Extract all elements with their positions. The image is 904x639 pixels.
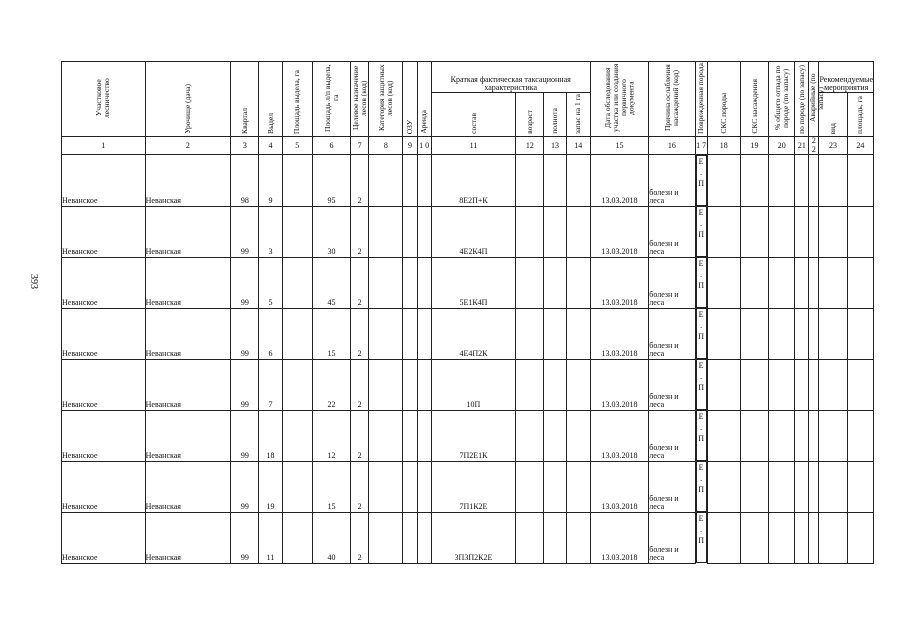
empty-cell (819, 155, 847, 207)
column-number: 1 7 (695, 137, 707, 155)
empty-cell (369, 257, 403, 308)
header-measure-area: площадь, га (855, 95, 865, 134)
header-age: возраст (524, 110, 534, 134)
empty-cell (769, 155, 795, 207)
empty-cell (707, 257, 740, 308)
table-row (62, 257, 874, 308)
purpose-code-cell: 2 (351, 512, 369, 563)
empty-cell (369, 308, 403, 359)
empty-cell (707, 461, 740, 512)
empty-cell (566, 308, 590, 359)
header-row (62, 62, 874, 93)
vydel-cell: 3 (259, 206, 282, 257)
composition-cell: 8Е2П+К (431, 155, 516, 207)
empty-cell (417, 206, 431, 257)
empty-cell (740, 512, 768, 563)
empty-cell (282, 155, 312, 207)
empty-cell (707, 206, 740, 257)
table-row (62, 359, 874, 410)
empty-cell (809, 359, 819, 410)
header-composition: состав (468, 113, 478, 134)
header-density: полнота (550, 108, 560, 134)
composition-cell: 7П1К2Е (431, 461, 516, 512)
date-cell: 13.03.2018 (590, 206, 648, 257)
cause-cell: болезн и леса (649, 512, 695, 563)
empty-cell (369, 410, 403, 461)
kvartal-cell: 99 (231, 308, 259, 359)
empty-cell (819, 206, 847, 257)
purpose-code-cell: 2 (351, 461, 369, 512)
empty-cell (707, 512, 740, 563)
date-cell: 13.03.2018 (590, 512, 648, 563)
dacha-cell: Неванская (145, 308, 231, 359)
empty-cell (769, 410, 795, 461)
purpose-code-cell: 2 (351, 359, 369, 410)
column-number: 2 (145, 137, 231, 155)
empty-cell (417, 410, 431, 461)
kvartal-cell: 99 (231, 512, 259, 563)
district-cell: Неванское (62, 461, 146, 512)
empty-cell (769, 206, 795, 257)
empty-cell (740, 461, 768, 512)
empty-cell (544, 308, 566, 359)
empty-cell (795, 257, 809, 308)
district-cell: Неванское (62, 155, 146, 207)
empty-cell (795, 308, 809, 359)
table-row (62, 155, 874, 207)
empty-cell (847, 461, 873, 512)
empty-cell (566, 512, 590, 563)
empty-cell (795, 410, 809, 461)
date-cell: 13.03.2018 (590, 308, 648, 359)
empty-cell (516, 461, 544, 512)
empty-cell (566, 155, 590, 207)
header-dacha: Урочище (дача) (182, 84, 192, 134)
empty-cell (707, 155, 740, 207)
header-area-lp: Площадь л/п выдела, га (322, 64, 340, 132)
column-number: 15 (590, 137, 648, 155)
empty-cell (847, 512, 873, 563)
header-by-species: по породе (по запасу) (796, 65, 806, 134)
empty-cell (417, 308, 431, 359)
species-cell: Е . П (696, 257, 707, 308)
dacha-cell: Неванская (145, 155, 231, 207)
empty-cell (566, 410, 590, 461)
column-number: 18 (707, 137, 740, 155)
empty-cell (769, 308, 795, 359)
dacha-cell: Неванская (145, 461, 231, 512)
column-number: 2 2 (809, 137, 819, 155)
empty-cell (282, 512, 312, 563)
area-cell: 15 (312, 461, 350, 512)
table-row (62, 410, 874, 461)
column-number: 16 (649, 137, 695, 155)
empty-cell (795, 155, 809, 207)
empty-cell (417, 512, 431, 563)
empty-cell (707, 410, 740, 461)
column-number: 20 (769, 137, 795, 155)
composition-cell: 3П3П2К2Е (431, 512, 516, 563)
area-cell: 95 (312, 155, 350, 207)
forest-register-table (61, 61, 874, 564)
header-area: Площадь выдела, га (292, 69, 302, 134)
empty-cell (847, 359, 873, 410)
empty-cell (769, 512, 795, 563)
empty-cell (847, 206, 873, 257)
header-emergency: Аварийные (по запасу) (808, 73, 826, 123)
empty-cell (403, 308, 417, 359)
empty-cell (740, 155, 768, 207)
column-number: 7 (351, 137, 369, 155)
cause-cell: болезн и леса (649, 359, 695, 410)
column-number: 6 (312, 137, 350, 155)
composition-cell: 7П2Е1К (431, 410, 516, 461)
header-date: Дата обследования участка или создания первичного документа (602, 63, 636, 133)
date-cell: 13.03.2018 (590, 410, 648, 461)
header-sks-stand: СКС насаждения (749, 79, 759, 134)
empty-cell (544, 410, 566, 461)
empty-cell (544, 155, 566, 207)
table-row (62, 461, 874, 512)
purpose-code-cell: 2 (351, 155, 369, 207)
empty-cell (809, 308, 819, 359)
area-cell: 45 (312, 257, 350, 308)
kvartal-cell: 98 (231, 155, 259, 207)
empty-cell (819, 461, 847, 512)
header-kvartal: Квартал (239, 108, 249, 134)
species-cell: Е . П (696, 308, 707, 359)
empty-cell (403, 410, 417, 461)
empty-cell (544, 206, 566, 257)
dacha-cell: Неванская (145, 206, 231, 257)
area-cell: 40 (312, 512, 350, 563)
empty-cell (369, 512, 403, 563)
empty-cell (707, 359, 740, 410)
header-recommended-group: Рекомендуемые мероприятия (819, 62, 874, 93)
empty-cell (809, 512, 819, 563)
empty-cell (819, 359, 847, 410)
empty-cell (809, 410, 819, 461)
empty-cell (403, 206, 417, 257)
vydel-cell: 7 (259, 359, 282, 410)
empty-cell (544, 257, 566, 308)
empty-cell (795, 359, 809, 410)
empty-cell (566, 206, 590, 257)
header-district: Участковое лесничество (94, 78, 112, 118)
area-cell: 15 (312, 308, 350, 359)
empty-cell (740, 359, 768, 410)
species-cell: Е . П (696, 512, 707, 563)
area-cell: 22 (312, 359, 350, 410)
empty-cell (795, 206, 809, 257)
species-cell: Е . П (696, 206, 707, 257)
header-vydel: Выдел (265, 113, 275, 134)
district-cell: Неванское (62, 512, 146, 563)
empty-cell (403, 359, 417, 410)
empty-cell (544, 512, 566, 563)
empty-cell (847, 308, 873, 359)
empty-cell (369, 461, 403, 512)
column-number: 4 (259, 137, 282, 155)
cause-cell: болезн и леса (649, 410, 695, 461)
column-number: 19 (740, 137, 768, 155)
kvartal-cell: 99 (231, 206, 259, 257)
cause-cell: болезн и леса (649, 257, 695, 308)
column-number: 13 (544, 137, 566, 155)
kvartal-cell: 99 (231, 410, 259, 461)
composition-cell: 5Е1К4П (431, 257, 516, 308)
district-cell: Неванское (62, 308, 146, 359)
cause-cell: болезн и леса (649, 206, 695, 257)
table-row (62, 308, 874, 359)
area-cell: 30 (312, 206, 350, 257)
purpose-code-cell: 2 (351, 257, 369, 308)
cause-cell: болезн и леса (649, 155, 695, 207)
empty-cell (809, 461, 819, 512)
empty-cell (795, 512, 809, 563)
vydel-cell: 6 (259, 308, 282, 359)
empty-cell (544, 359, 566, 410)
dacha-cell: Неванская (145, 512, 231, 563)
header-deadfall-pct: % общего отпада по породе (по запасу) (772, 65, 790, 131)
date-cell: 13.03.2018 (590, 155, 648, 207)
dacha-cell: Неванская (145, 257, 231, 308)
empty-cell (566, 257, 590, 308)
empty-cell (769, 359, 795, 410)
empty-cell (516, 206, 544, 257)
date-cell: 13.03.2018 (590, 461, 648, 512)
empty-cell (403, 512, 417, 563)
column-number: 3 (231, 137, 259, 155)
purpose-code-cell: 2 (351, 410, 369, 461)
empty-cell (282, 308, 312, 359)
kvartal-cell: 99 (231, 461, 259, 512)
table-row (62, 512, 874, 563)
vydel-cell: 19 (259, 461, 282, 512)
empty-cell (369, 206, 403, 257)
column-number: 14 (566, 137, 590, 155)
empty-cell (847, 155, 873, 207)
species-cell: Е . П (696, 461, 707, 512)
column-number: 21 (795, 137, 809, 155)
cause-cell: болезн и леса (649, 308, 695, 359)
empty-cell (544, 461, 566, 512)
header-lease: Аренда (419, 110, 429, 134)
empty-cell (369, 359, 403, 410)
purpose-code-cell: 2 (351, 308, 369, 359)
header-category: Категория защитных лесов (код) (376, 64, 394, 132)
empty-cell (769, 257, 795, 308)
empty-cell (740, 206, 768, 257)
empty-cell (809, 206, 819, 257)
empty-cell (282, 461, 312, 512)
column-number: 12 (516, 137, 544, 155)
empty-cell (403, 155, 417, 207)
header-measure-type: вид (828, 122, 838, 134)
page-number: 393 (28, 274, 39, 289)
empty-cell (516, 155, 544, 207)
empty-cell (819, 512, 847, 563)
empty-cell (847, 410, 873, 461)
column-number: 1 0 (417, 137, 431, 155)
empty-cell (403, 461, 417, 512)
empty-cell (516, 308, 544, 359)
empty-cell (417, 461, 431, 512)
kvartal-cell: 99 (231, 257, 259, 308)
empty-cell (809, 155, 819, 207)
kvartal-cell: 99 (231, 359, 259, 410)
empty-cell (819, 257, 847, 308)
empty-cell (707, 308, 740, 359)
empty-cell (516, 512, 544, 563)
purpose-code-cell: 2 (351, 206, 369, 257)
empty-cell (566, 359, 590, 410)
header-ozu: ОЗУ (405, 119, 415, 134)
empty-cell (809, 257, 819, 308)
composition-cell: 4Е4П2К (431, 308, 516, 359)
empty-cell (403, 257, 417, 308)
column-number: 5 (282, 137, 312, 155)
district-cell: Неванское (62, 206, 146, 257)
dacha-cell: Неванская (145, 359, 231, 410)
empty-cell (819, 308, 847, 359)
empty-cell (769, 461, 795, 512)
composition-cell: 4Е2К4П (431, 206, 516, 257)
header-purpose: Целевое назначение лесов (код) (350, 65, 368, 131)
species-cell: Е . П (696, 410, 707, 461)
empty-cell (282, 359, 312, 410)
vydel-cell: 11 (259, 512, 282, 563)
column-number-row (62, 137, 874, 155)
header-sks-species: СКС породы (718, 93, 728, 134)
empty-cell (847, 257, 873, 308)
area-cell: 12 (312, 410, 350, 461)
date-cell: 13.03.2018 (590, 257, 648, 308)
composition-cell: 10П (431, 359, 516, 410)
header-species: Поврежденная порода (696, 63, 706, 134)
empty-cell (516, 257, 544, 308)
column-number: 23 (819, 137, 847, 155)
empty-cell (417, 359, 431, 410)
vydel-cell: 5 (259, 257, 282, 308)
empty-cell (282, 257, 312, 308)
district-cell: Неванское (62, 359, 146, 410)
district-cell: Неванское (62, 257, 146, 308)
empty-cell (417, 155, 431, 207)
empty-cell (282, 410, 312, 461)
empty-cell (740, 308, 768, 359)
empty-cell (516, 359, 544, 410)
empty-cell (282, 206, 312, 257)
column-number: 1 (62, 137, 146, 155)
empty-cell (417, 257, 431, 308)
column-number: 11 (431, 137, 516, 155)
species-cell: Е . П (696, 359, 707, 410)
empty-cell (740, 257, 768, 308)
header-stock: запас на 1 га (573, 94, 583, 134)
district-cell: Неванское (62, 410, 146, 461)
column-number: 24 (847, 137, 873, 155)
vydel-cell: 9 (259, 155, 282, 207)
column-number: 9 (403, 137, 417, 155)
empty-cell (740, 410, 768, 461)
empty-cell (819, 410, 847, 461)
date-cell: 13.03.2018 (590, 359, 648, 410)
dacha-cell: Неванская (145, 410, 231, 461)
species-cell: Е . П (696, 155, 707, 206)
header-taxation-group: Краткая фактическая таксационная характеристика (431, 62, 590, 93)
table-row (62, 206, 874, 257)
header-cause: Причина ослабления насаждений (код) (663, 64, 680, 132)
empty-cell (369, 155, 403, 207)
cause-cell: болезн и леса (649, 461, 695, 512)
empty-cell (566, 461, 590, 512)
vydel-cell: 18 (259, 410, 282, 461)
column-number: 8 (369, 137, 403, 155)
register-rows (62, 155, 874, 564)
empty-cell (795, 461, 809, 512)
empty-cell (516, 410, 544, 461)
